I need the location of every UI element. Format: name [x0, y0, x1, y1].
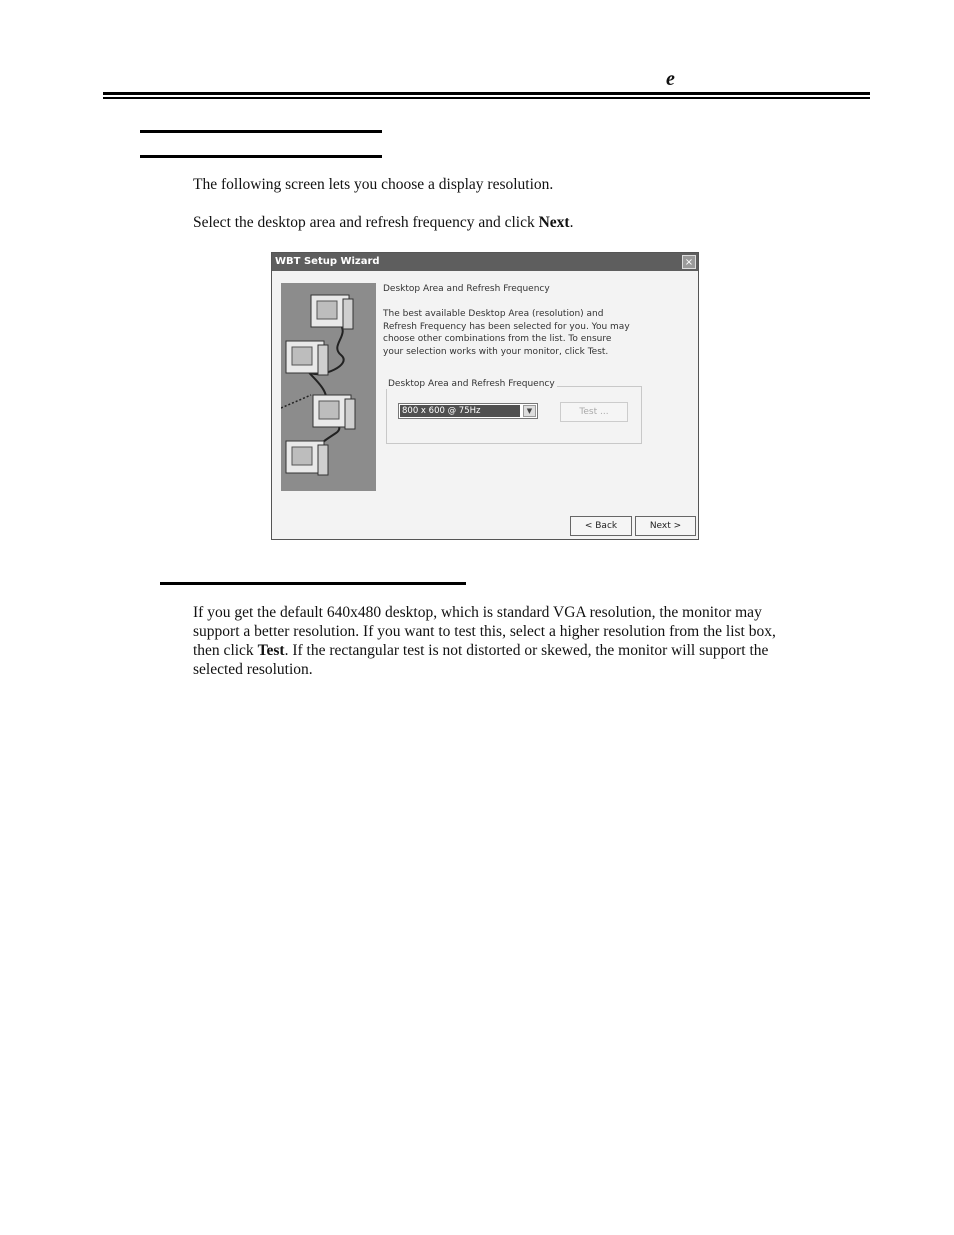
note-text-bold: Test: [257, 642, 285, 659]
resolution-group-label: Desktop Area and Refresh Frequency: [388, 379, 555, 389]
note-text-1: If you get the default 640x480 desktop, which is standard VGA resolution, the monitor may support a better resolution. If you want to test this, select a higher resolution from the list box, then click: [193, 604, 776, 659]
note-text-2: . If the rectangular test is not distorted or skewed, the monitor will support the selected resolution.: [193, 642, 769, 678]
section-rule-note: [160, 582, 466, 585]
section-rule-lower: [140, 155, 382, 158]
header-mark: e: [666, 68, 675, 90]
wizard-illustration: [281, 283, 376, 491]
dialog-titlebar: [272, 253, 698, 271]
resolution-select[interactable]: [398, 403, 538, 419]
chevron-down-icon[interactable]: ▼: [523, 405, 536, 417]
dialog-title: WBT Setup Wizard: [275, 256, 380, 267]
section-rule-upper: [140, 130, 382, 133]
header-rule-top: [103, 92, 870, 95]
next-button[interactable]: Next >: [635, 516, 696, 536]
note-paragraph: [193, 603, 788, 679]
intro-text-2-suffix: .: [569, 214, 574, 231]
intro-text-2: [193, 213, 573, 232]
close-button[interactable]: ×: [682, 255, 696, 269]
setup-wizard-dialog: [271, 252, 699, 540]
intro-text-2-prefix: Select the desktop area and refresh frequency and click: [193, 214, 539, 231]
dialog-heading: Desktop Area and Refresh Frequency: [383, 284, 550, 294]
test-button[interactable]: Test ...: [560, 402, 628, 422]
monitors-network-icon: [281, 283, 376, 491]
intro-text-2-bold: Next: [538, 214, 570, 231]
dialog-description: The best available Desktop Area (resolution) and Refresh Frequency has been selected for you. You may choose other combinations from the list. To ensure your selection works with your monitor, click Test.: [383, 309, 630, 358]
resolution-select-value: 800 x 600 @ 75Hz: [400, 405, 520, 417]
back-button[interactable]: < Back: [570, 516, 632, 536]
header-rule-bottom: [103, 97, 870, 99]
intro-text-1: The following screen lets you choose a display resolution.: [193, 176, 554, 193]
